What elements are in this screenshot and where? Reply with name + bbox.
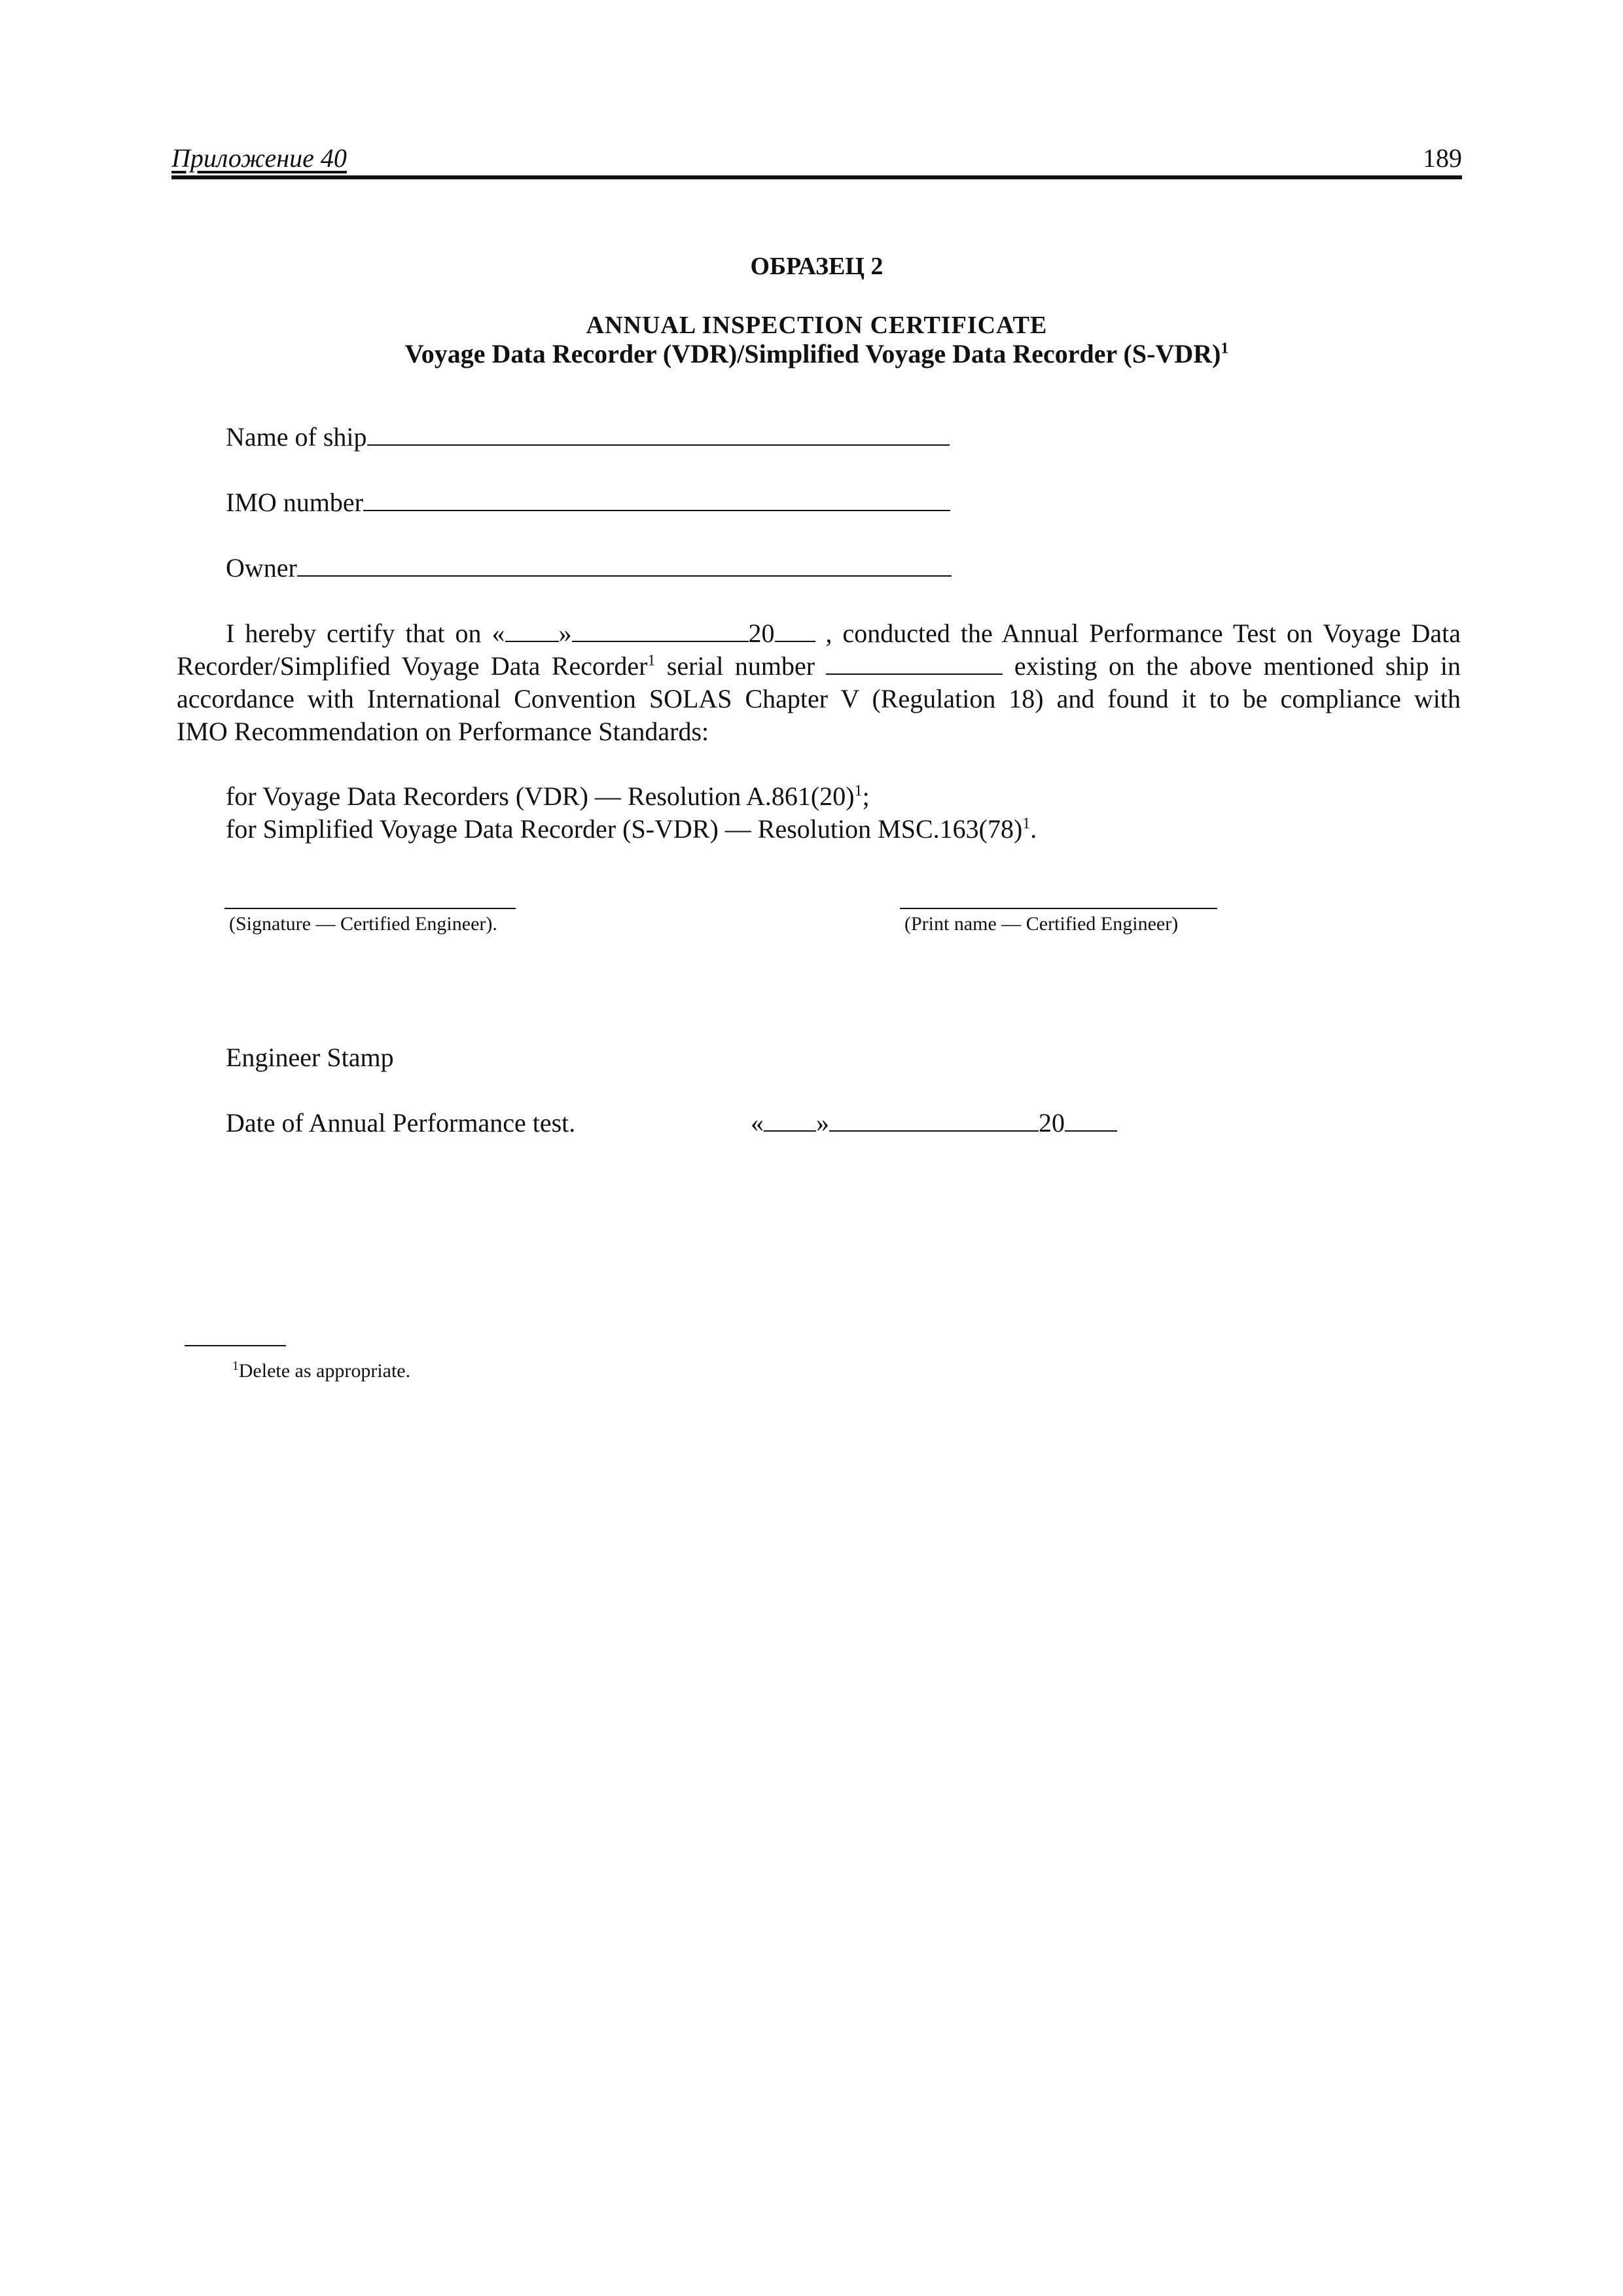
month-blank[interactable] — [572, 619, 749, 642]
owner-blank[interactable] — [297, 552, 952, 577]
test-year-blank[interactable] — [1065, 1108, 1117, 1132]
signature-line[interactable] — [224, 908, 516, 909]
cert-text-e: Recorder/Simplified Voyage Data Recorder — [177, 651, 648, 681]
sample-heading: ОБРАЗЕЦ 2 — [750, 253, 883, 280]
owner-field — [226, 552, 952, 583]
footnote-text: Delete as appropriate. — [238, 1360, 411, 1382]
imo-number-field — [226, 486, 950, 518]
footnote-mark: 1 — [647, 652, 656, 670]
footnote — [232, 1360, 410, 1382]
page-header — [171, 143, 1462, 179]
test-date-label: Date of Annual Performance test. — [226, 1108, 576, 1138]
print-name-caption: (Print name — Certified Engineer) — [904, 913, 1179, 935]
appendix-label: Приложение 40 — [171, 143, 347, 173]
owner-label: Owner — [226, 553, 297, 583]
serial-number-blank[interactable] — [826, 651, 1003, 675]
ship-name-label: Name of ship — [226, 422, 367, 452]
resolution-svdr-end: . — [1030, 814, 1037, 844]
year-blank[interactable] — [775, 619, 815, 642]
test-month-blank[interactable] — [829, 1108, 1039, 1132]
test-date-field — [751, 1107, 1117, 1138]
cert-text-b: » — [558, 619, 572, 648]
resolution-vdr — [226, 780, 870, 813]
cert-line-4: IMO Recommendation on Performance Standards: — [177, 717, 709, 746]
header-rule — [171, 175, 1462, 179]
cert-text-g: existing on the above mentioned ship in — [1014, 651, 1461, 681]
imo-number-blank[interactable] — [363, 486, 950, 511]
imo-number-label: IMO number — [226, 488, 363, 517]
cert-text-f: serial number — [666, 651, 815, 681]
footnote-mark: 1 — [1022, 815, 1031, 833]
cert-text-a: I hereby certify that on « — [226, 619, 505, 648]
resolution-vdr-text: for Voyage Data Recorders (VDR) — Resolution A.861(20) — [226, 781, 855, 811]
cert-line-3: accordance with International Convention SOLAS Chapter V (Regulation 18) and found it to be compliance with — [177, 684, 1461, 713]
resolution-svdr-text: for Simplified Voyage Data Recorder (S-VDR) — Resolution MSC.163(78) — [226, 814, 1023, 844]
certificate-title: ANNUAL INSPECTION CERTIFICATE — [586, 312, 1048, 339]
certification-paragraph — [177, 617, 1461, 748]
cert-text-d: , conducted the Annual Performance Test on Voyage Data — [825, 619, 1461, 648]
resolution-vdr-end: ; — [862, 781, 870, 811]
print-name-line[interactable] — [900, 908, 1217, 909]
signature-caption: (Signature — Certified Engineer). — [229, 913, 497, 935]
cert-text-c: 20 — [748, 619, 775, 648]
day-blank[interactable] — [505, 619, 559, 642]
date-close-quote: » — [816, 1108, 829, 1138]
cert-line-2 — [177, 650, 1461, 683]
cert-line-1 — [177, 617, 1461, 650]
date-open-quote: « — [751, 1108, 764, 1138]
footnote-mark: 1 — [232, 1359, 239, 1373]
resolution-svdr — [226, 813, 1037, 846]
page-number: 189 — [1423, 143, 1462, 173]
footnote-rule — [185, 1345, 286, 1346]
ship-name-blank[interactable] — [367, 421, 950, 446]
ship-name-field — [226, 421, 950, 452]
footnote-mark: 1 — [1221, 340, 1229, 357]
footnote-mark: 1 — [854, 782, 863, 800]
certificate-subtitle — [171, 338, 1462, 369]
subtitle-text: Voyage Data Recorder (VDR)/Simplified Voyage Data Recorder (S-VDR) — [404, 339, 1221, 368]
date-year-prefix: 20 — [1039, 1108, 1065, 1138]
test-day-blank[interactable] — [764, 1108, 816, 1132]
engineer-stamp-label: Engineer Stamp — [226, 1043, 394, 1072]
